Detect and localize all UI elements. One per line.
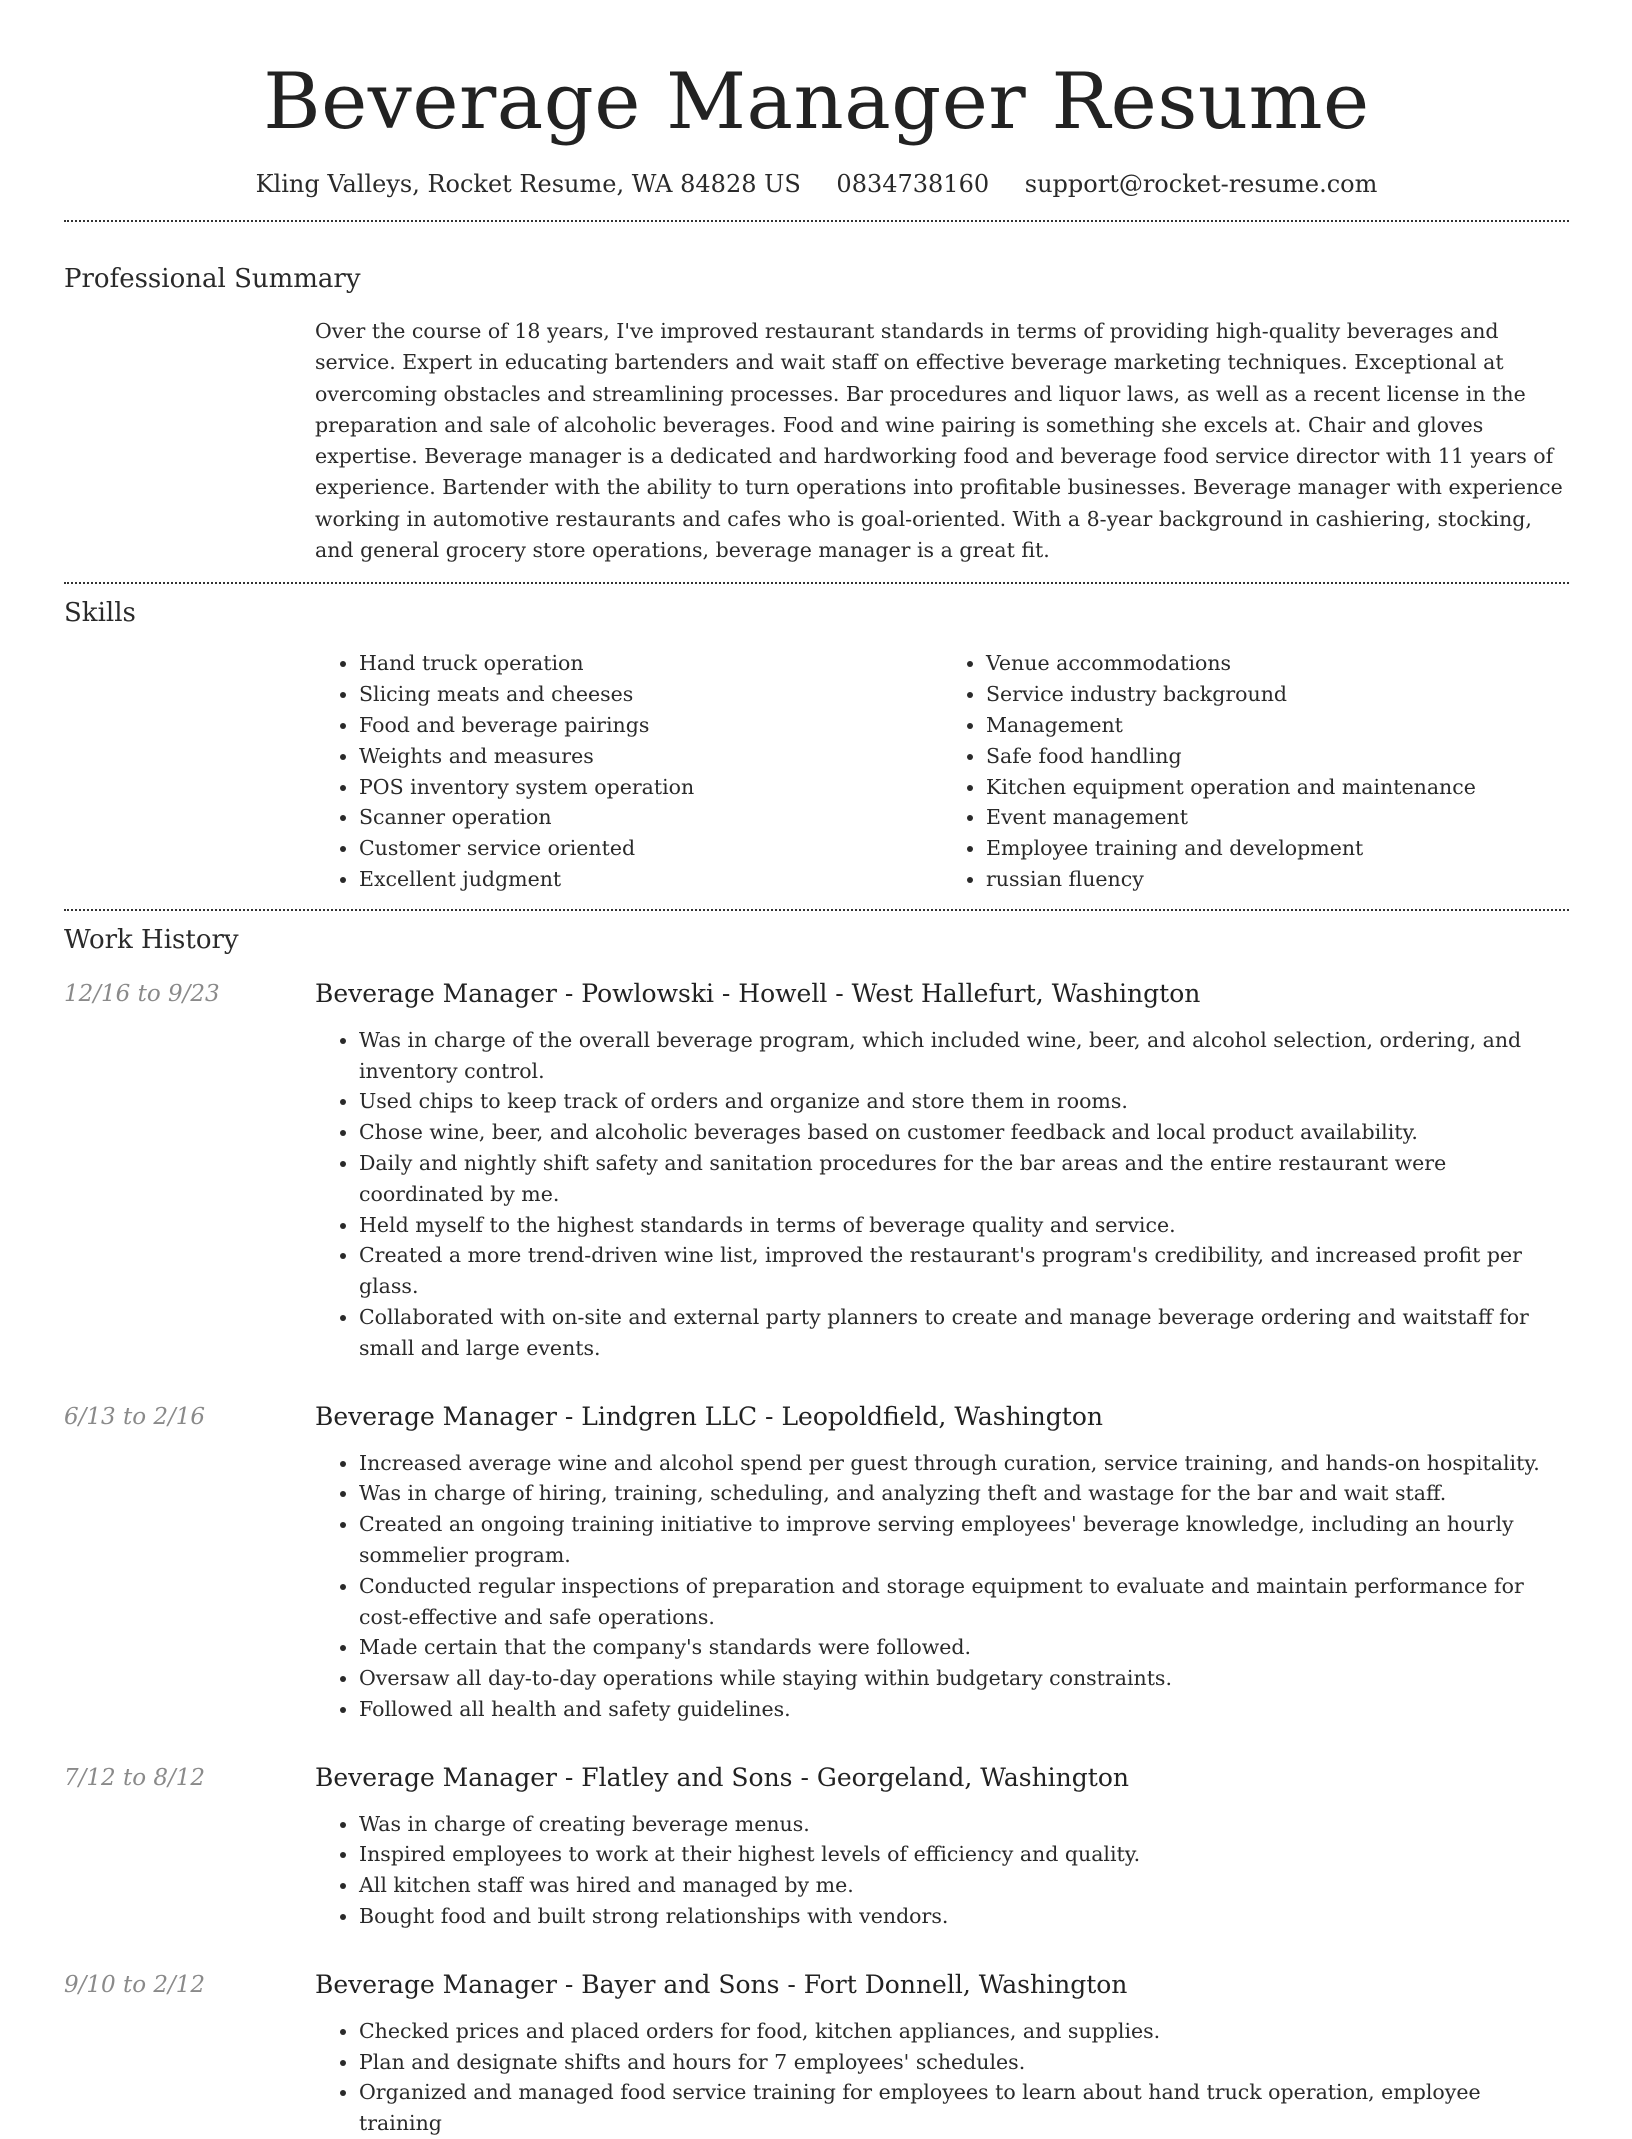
- skill-item: • Employee training and development: [986, 833, 1569, 864]
- job-point: • Plan and designate shifts and hours for 7 employees' schedules.: [359, 2047, 1569, 2078]
- job-point: • Inspired employees to work at their highest levels of efficiency and quality.: [359, 1839, 1569, 1870]
- job-body: [315, 1761, 1569, 1932]
- summary-text: Over the course of 18 years, I've improved restaurant standards in terms of providing high-quality beverages and service. Expert in educating bartenders and wait staff on effective beverage marketing techniques. Exceptional at overcoming obstacles and streamlining processes. Bar procedures and liquor laws, as well as a recent license in the preparation and sale of alcoholic beverages. Food and wine pairing is something she excels at. Chair and gloves expertise. Beverage manager is a dedicated and hardworking food and beverage food service director with 11 years of experience. Bartender with the ability to turn operations into profitable businesses. Beverage manager with experience working in automotive restaurants and cafes who is goal-oriented. With a 8-year background in cashiering, stocking, and general grocery store operations, beverage manager is a great fit.: [315, 319, 1563, 563]
- skill-item: • Hand truck operation: [359, 648, 942, 679]
- job-entry: [64, 1400, 1569, 1725]
- divider: [64, 220, 1569, 222]
- skill-item: • Customer service oriented: [359, 833, 942, 864]
- job-dates: 12/16 to 9/23: [64, 980, 220, 1007]
- skills-grid: [315, 648, 1569, 894]
- job-title: Beverage Manager - Flatley and Sons - Georgeland, Washington: [315, 1762, 1129, 1792]
- job-body: [315, 1400, 1569, 1725]
- job-point: • Conducted regular inspections of preparation and storage equipment to evaluate and maintain performance for cost-effective and safe operations.: [359, 1571, 1569, 1633]
- job-point: • All kitchen staff was hired and managed by me.: [359, 1870, 1569, 1901]
- skill-item: • Excellent judgment: [359, 864, 942, 895]
- job-point: • Organized and managed food service training for employees to learn about hand truck operation, employee training: [359, 2077, 1569, 2139]
- job-point: • Followed all health and safety guidelines.: [359, 1694, 1569, 1725]
- skill-item: • Venue accommodations: [986, 648, 1569, 679]
- skills-list-right: [942, 648, 1569, 894]
- job-entry: [64, 1761, 1569, 1932]
- job-body: [315, 977, 1569, 1364]
- job-dates: 9/10 to 2/12: [64, 1971, 206, 1998]
- job-point: • Was in charge of hiring, training, scheduling, and analyzing theft and wastage for the bar and wait staff.: [359, 1478, 1569, 1509]
- divider: [64, 909, 1569, 911]
- job-title: Beverage Manager - Lindgren LLC - Leopoldfield, Washington: [315, 1401, 1103, 1431]
- job-dates: 6/13 to 2/16: [64, 1403, 206, 1430]
- job-points: [315, 1809, 1569, 1932]
- skill-item: • Food and beverage pairings: [359, 710, 942, 741]
- job-point: • Bought food and built strong relationships with vendors.: [359, 1901, 1569, 1932]
- job-point: • Created a more trend-driven wine list, improved the restaurant's program's credibility, and increased profit per glass.: [359, 1240, 1569, 1302]
- job-point: • Was in charge of creating beverage menus.: [359, 1809, 1569, 1840]
- job-title: Beverage Manager - Bayer and Sons - Fort Donnell, Washington: [315, 1969, 1128, 1999]
- job-point: • Was in charge of the overall beverage program, which included wine, beer, and alcohol selection, ordering, and inventory control.: [359, 1025, 1569, 1087]
- skill-item: • Service industry background: [986, 679, 1569, 710]
- job-point: • Collaborated with on-site and external party planners to create and manage beverage ordering and waitstaff for small and large events.: [359, 1302, 1569, 1364]
- job-entry: [64, 977, 1569, 1364]
- job-point: • Made certain that the company's standards were followed.: [359, 1632, 1569, 1663]
- skill-item: • russian fluency: [986, 864, 1569, 895]
- job-point: • Used chips to keep track of orders and organize and store them in rooms.: [359, 1086, 1569, 1117]
- contact-phone: 0834738160: [836, 170, 990, 198]
- job-title: Beverage Manager - Powlowski - Howell - West Hallefurt, Washington: [315, 978, 1201, 1008]
- job-dates: 7/12 to 8/12: [64, 1764, 206, 1791]
- job-point: • Held myself to the highest standards in terms of beverage quality and service.: [359, 1210, 1569, 1241]
- skill-item: • Kitchen equipment operation and maintenance: [986, 772, 1569, 803]
- skill-item: • Weights and measures: [359, 741, 942, 772]
- summary-heading: Professional Summary: [64, 264, 361, 294]
- contact-email: support@rocket-resume.com: [1024, 170, 1378, 198]
- skills-list-left: [315, 648, 942, 894]
- skill-item: • POS inventory system operation: [359, 772, 942, 803]
- work-history-heading: Work History: [64, 924, 239, 955]
- job-points: [315, 2016, 1569, 2139]
- job-point: • Daily and nightly shift safety and sanitation procedures for the bar areas and the entire restaurant were coordinated by me.: [359, 1148, 1569, 1210]
- job-points: [315, 1025, 1569, 1364]
- skill-item: • Event management: [986, 802, 1569, 833]
- job-entry: [64, 1968, 1569, 2139]
- skills-heading: Skills: [64, 598, 136, 629]
- job-point: • Checked prices and placed orders for food, kitchen appliances, and supplies.: [359, 2016, 1569, 2047]
- skill-item: • Scanner operation: [359, 802, 942, 833]
- job-point: • Created an ongoing training initiative to improve serving employees' beverage knowledge, including an hourly sommelier program.: [359, 1509, 1569, 1571]
- skill-item: • Safe food handling: [986, 741, 1569, 772]
- job-point: • Oversaw all day-to-day operations while staying within budgetary constraints.: [359, 1663, 1569, 1694]
- resume-page: [64, 0, 1569, 2136]
- skill-item: • Slicing meats and cheeses: [359, 679, 942, 710]
- job-body: [315, 1968, 1569, 2139]
- resume-title: Beverage Manager Resume: [263, 57, 1370, 147]
- contact-address: Kling Valleys, Rocket Resume, WA 84828 US: [255, 170, 801, 198]
- divider: [64, 582, 1569, 584]
- skill-item: • Management: [986, 710, 1569, 741]
- job-points: [315, 1448, 1569, 1725]
- job-point: • Increased average wine and alcohol spend per guest through curation, service training, and hands-on hospitality.: [359, 1448, 1569, 1479]
- contact-line: [64, 168, 1569, 200]
- job-point: • Chose wine, beer, and alcoholic beverages based on customer feedback and local product availability.: [359, 1117, 1569, 1148]
